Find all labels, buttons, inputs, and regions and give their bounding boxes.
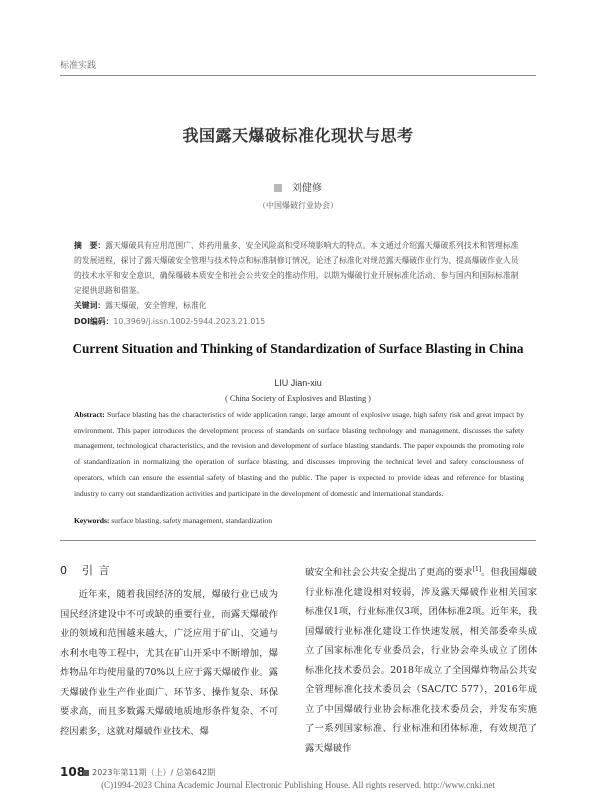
doi-line xyxy=(74,316,524,327)
abstract-en-text: Surface blasting has the characteristics of wide application range, large amount of explosive usage, high safety risk and great impact by environment. This paper introduces the development process of standards on surface blasting technology and management, discusses the safety management, technological characteristics, and the revision and development of surface blasting standards. The paper expounds the promoting role of standardization in normalizing the operation of surface blasting, and discusses improving the technical level and safety consciousness of operators, which can ensure the essential safety of blasting and the public. The paper is expected to provide ideas and reference for blasting industry to carry out standardization activities and participate in the development of domestic and international standards. xyxy=(74,410,524,498)
author-name-cn: 刘健修 xyxy=(292,183,322,194)
issue-info: ■ 2023年第11期（上）/ 总第642期 xyxy=(82,768,216,777)
body-column-left xyxy=(60,585,278,741)
article-title-en: Current Situation and Thinking of Standardization of Surface Blasting in China xyxy=(72,341,524,356)
doi-value[interactable]: 10.3969/j.issn.1002-5944.2023.21.015 xyxy=(113,317,266,326)
abstract-en-label: Abstract: xyxy=(74,410,105,419)
keywords-en-label: Keywords: xyxy=(74,516,110,525)
abstract-cn xyxy=(74,238,524,298)
header-rule xyxy=(60,75,536,76)
author-marker-icon xyxy=(274,184,282,192)
abstract-cn-text: 露天爆破具有应用范围广、炸药用量多、安全风险高和受环境影响大的特点。本文通过介绍露天爆破系列技术和管理标准的发展进程，探讨了露天爆破安全管理与技术特点和标准制修订情况，论述了标准化对规范露天爆破作业行为、提高爆破作业人员的技术水平和安全意识、确保爆破本质安全和社会公共安全的推动作用，以期为爆破行业开展标准化活动、参与国内和国际标准制定提供思路和借鉴。 xyxy=(74,241,519,295)
abstract-rule xyxy=(60,540,536,541)
reference-marker[interactable]: [1] xyxy=(472,566,482,573)
keywords-cn xyxy=(74,300,524,311)
copyright-line: (C)1994-2023 China Academic Journal Electronic Publishing House. All rights reserved. http://www.cnki.net xyxy=(101,780,495,790)
author-line-cn xyxy=(60,179,536,194)
abstract-cn-label: 摘 要： xyxy=(74,241,106,250)
doi-label: DOI编码： xyxy=(74,317,114,326)
page-number: 108 xyxy=(60,765,86,779)
body-column-right xyxy=(305,560,537,758)
keywords-cn-label: 关键词： xyxy=(74,301,106,310)
section-heading xyxy=(60,562,111,578)
body-paragraph-continued xyxy=(305,560,537,758)
keywords-cn-text: 露天爆破，安全管理，标准化 xyxy=(105,301,207,310)
article-title-cn: 我国露天爆破标准化现状与思考 xyxy=(182,126,414,145)
body-paragraph: 近年来，随着我国经济的发展，爆破行业已成为国民经济建设中不可或缺的重要行业，而露天爆破作业的领域和范围越来越大，广泛应用于矿山、交通与水利水电等工程中，尤其在矿山开采中不断增加，爆炸物品年均使用量的70%以上应于露天爆破作业。露天爆破作业生产作业面广、环节多、操作复杂、环保要求高，而且多数露天爆破地质地形条件复杂、不可控因素多，这就对爆破作业技术、爆 xyxy=(60,589,278,737)
author-name-en: LIU Jian-xiu xyxy=(274,378,322,388)
section-title: 引 言 xyxy=(82,564,111,577)
section-number: 0 xyxy=(60,564,68,577)
abstract-en xyxy=(74,407,524,501)
body-text-part1: 破安全和社会公共安全提出了更高的要求 xyxy=(305,567,473,579)
keywords-en xyxy=(74,516,524,525)
section-tag: 标准实践 xyxy=(60,61,97,71)
affiliation-cn: （中国爆破行业协会） xyxy=(258,201,338,210)
keywords-en-text: surface blasting, safety management, standardization xyxy=(111,516,273,525)
body-text-part2: 。但我国爆破行业标准化建设相对较弱，涉及露天爆破作业相关国家标准仅1项，行业标准仅3项，团体标准2项。近年来，我国爆破行业标准化建设工作快速发展，相关部委牵头成立了国家标准化专业委员会，行业协会牵头成立了团体标准化技术委员会。2018年成立了全国爆炸物品公共安全管理标准化技术委员会（SAC/TC 577），2016年成立了中国爆破行业协会标准化技术委员会，并发布实施了一系列国家标准、行业标准和团体标准，有效规范了露天爆破作 xyxy=(305,567,537,754)
affiliation-en: ( China Society of Explosives and Blasting ) xyxy=(225,394,371,403)
